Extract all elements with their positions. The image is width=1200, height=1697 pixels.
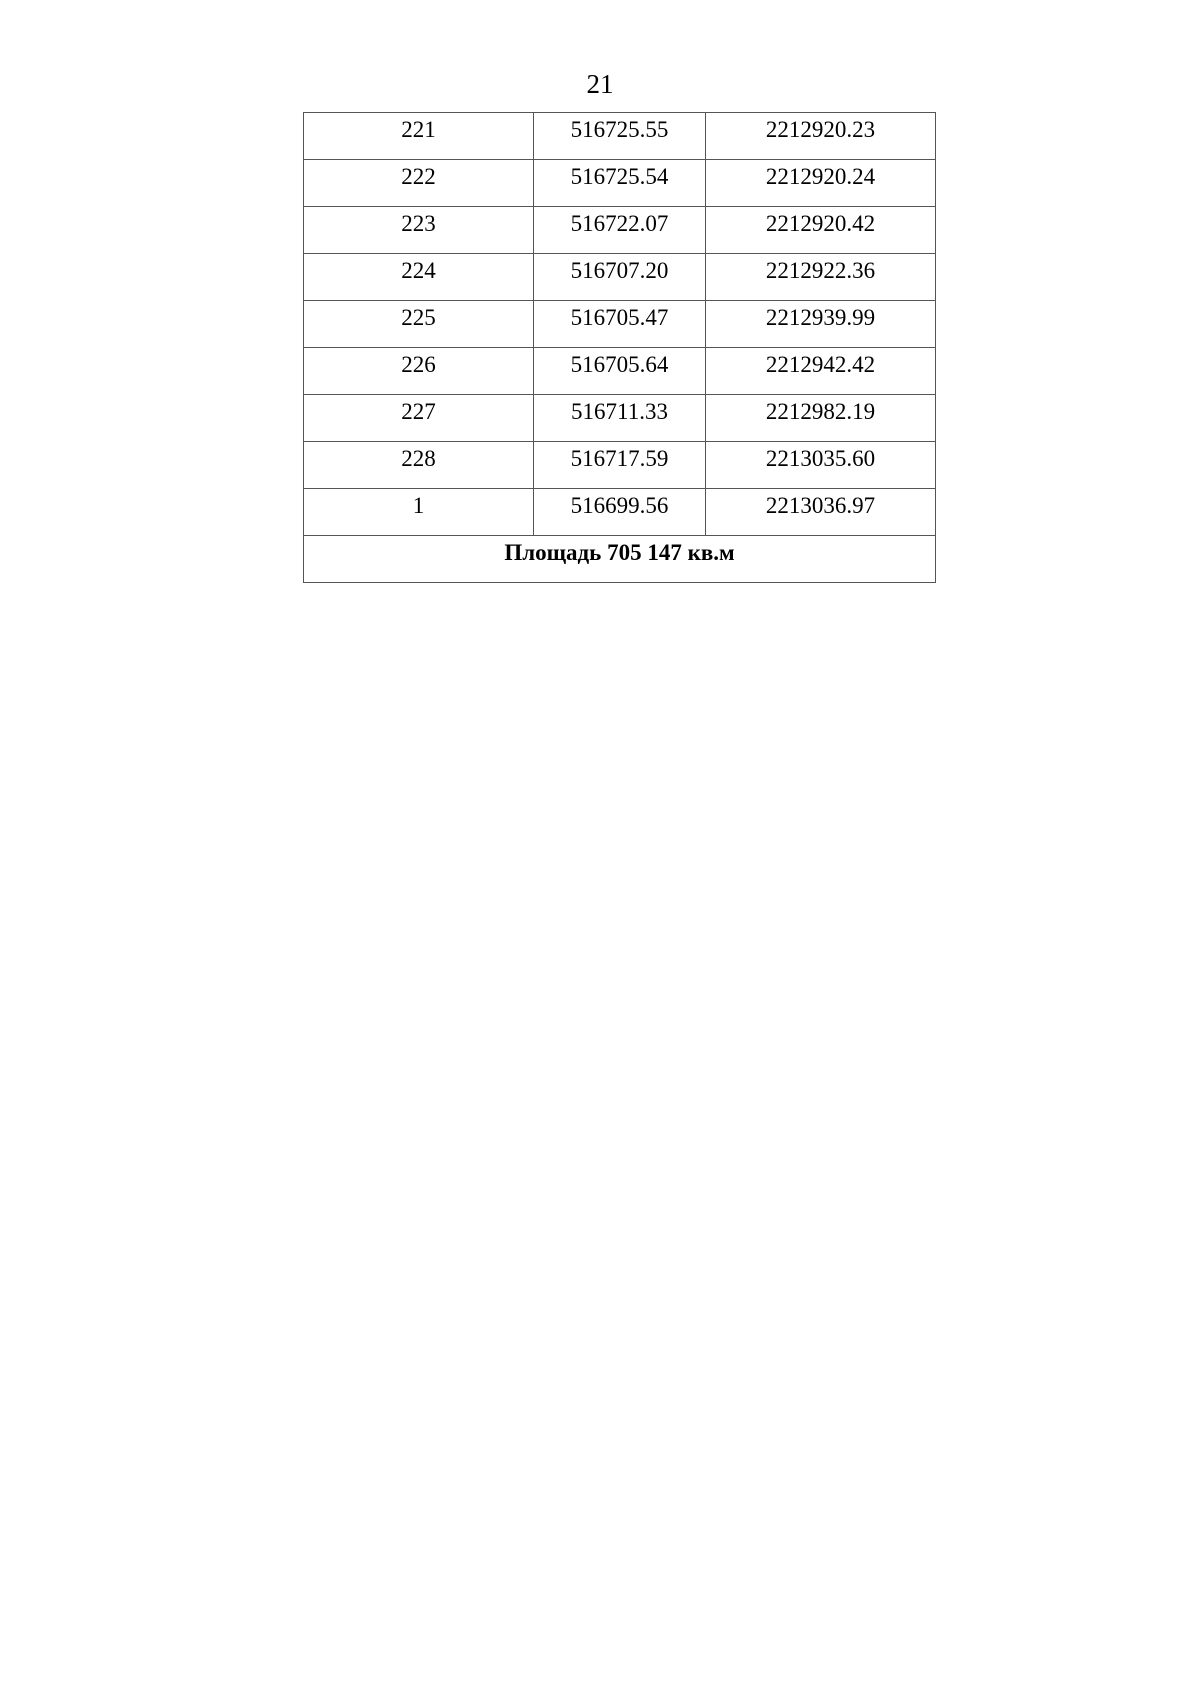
coordinates-table xyxy=(303,112,936,583)
table-row xyxy=(304,160,936,207)
table-row xyxy=(304,348,936,395)
y-coordinate-cell: 2212982.19 xyxy=(706,395,936,442)
x-coordinate-cell: 516711.33 xyxy=(534,395,706,442)
x-coordinate-cell: 516717.59 xyxy=(534,442,706,489)
point-number-cell: 226 xyxy=(304,348,534,395)
x-coordinate-cell: 516722.07 xyxy=(534,207,706,254)
y-coordinate-cell: 2212922.36 xyxy=(706,254,936,301)
x-coordinate-cell: 516705.64 xyxy=(534,348,706,395)
x-coordinate-cell: 516725.55 xyxy=(534,113,706,160)
table-row xyxy=(304,301,936,348)
point-number-cell: 224 xyxy=(304,254,534,301)
x-coordinate-cell: 516725.54 xyxy=(534,160,706,207)
table-row xyxy=(304,254,936,301)
y-coordinate-cell: 2212939.99 xyxy=(706,301,936,348)
point-number-cell: 221 xyxy=(304,113,534,160)
table-row xyxy=(304,113,936,160)
area-total: Площадь 705 147 кв.м xyxy=(304,536,936,583)
area-row xyxy=(304,536,936,583)
point-number-cell: 223 xyxy=(304,207,534,254)
y-coordinate-cell: 2213036.97 xyxy=(706,489,936,536)
table-row xyxy=(304,395,936,442)
y-coordinate-cell: 2212920.24 xyxy=(706,160,936,207)
coordinates-table-body xyxy=(304,113,936,583)
x-coordinate-cell: 516707.20 xyxy=(534,254,706,301)
point-number-cell: 227 xyxy=(304,395,534,442)
y-coordinate-cell: 2212920.42 xyxy=(706,207,936,254)
x-coordinate-cell: 516699.56 xyxy=(534,489,706,536)
point-number-cell: 225 xyxy=(304,301,534,348)
y-coordinate-cell: 2213035.60 xyxy=(706,442,936,489)
y-coordinate-cell: 2212920.23 xyxy=(706,113,936,160)
table-row xyxy=(304,442,936,489)
x-coordinate-cell: 516705.47 xyxy=(534,301,706,348)
point-number-cell: 1 xyxy=(304,489,534,536)
table-row xyxy=(304,207,936,254)
table-row xyxy=(304,489,936,536)
y-coordinate-cell: 2212942.42 xyxy=(706,348,936,395)
point-number-cell: 228 xyxy=(304,442,534,489)
page-number: 21 xyxy=(586,69,614,99)
point-number-cell: 222 xyxy=(304,160,534,207)
